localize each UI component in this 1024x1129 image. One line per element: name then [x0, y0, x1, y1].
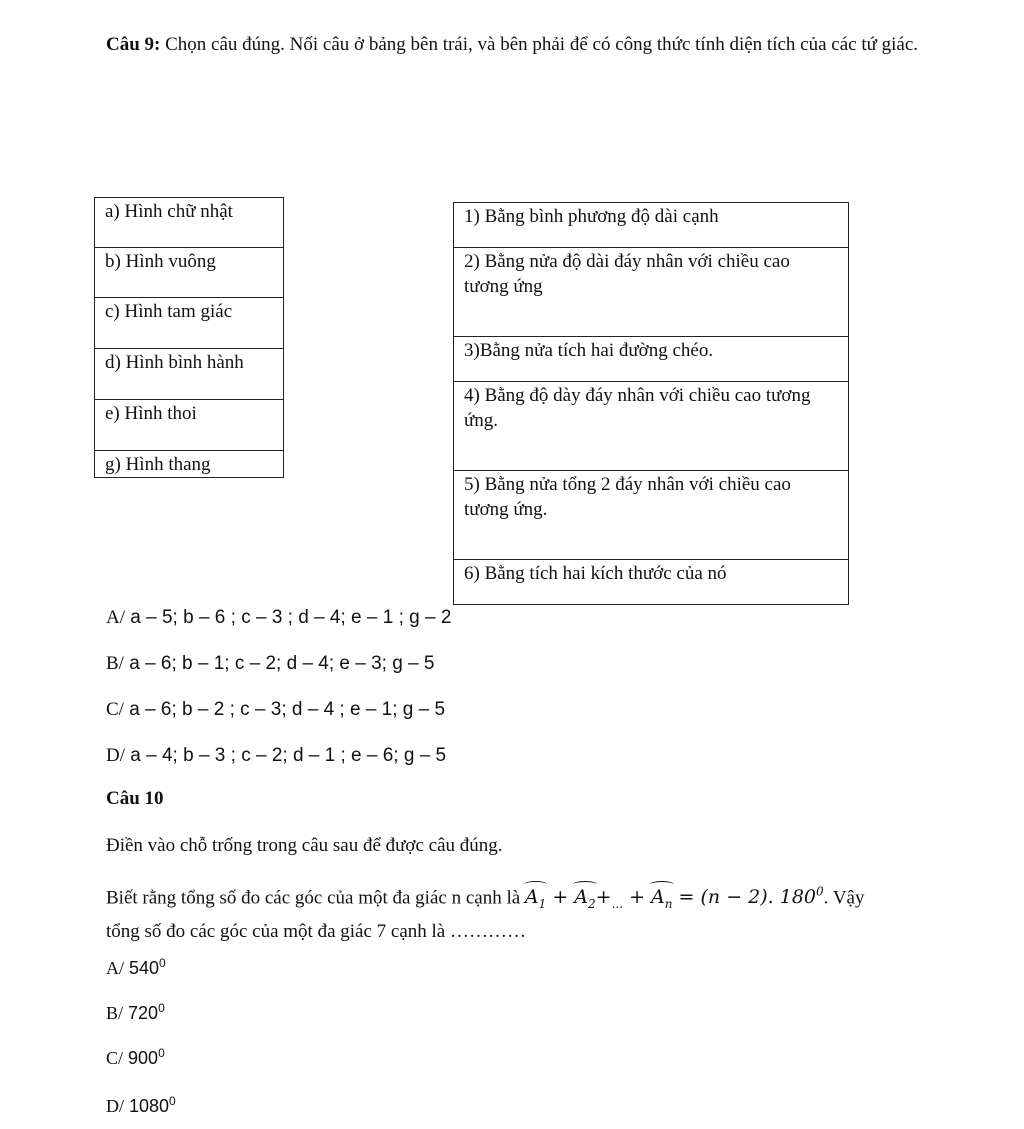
- left-cell-g: g) Hình thang: [95, 451, 284, 478]
- option-value: 900: [123, 1048, 159, 1068]
- option-letter: C/: [106, 699, 124, 720]
- angle-sum-formula: $A_1 + A_2+_{...} + A_n = (n - 2)$. $180^0$: [525, 886, 824, 908]
- option-text: a – 4; b – 3 ; c – 2; d – 1 ; e – 6; g – 5: [125, 745, 447, 766]
- option-letter: B/: [106, 653, 124, 674]
- option-letter: A/: [106, 958, 124, 978]
- q9-option-b[interactable]: [106, 652, 435, 676]
- right-cell-2: 2) Bằng nửa độ dài đáy nhân với chiều cao tương ứng: [454, 248, 849, 337]
- option-text: a – 5; b – 6 ; c – 3 ; d – 4; e – 1 ; g – 2: [125, 607, 452, 628]
- option-text: a – 6; b – 2 ; c – 3; d – 4 ; e – 1; g – 5: [123, 699, 446, 720]
- statement-suffix: . Vậy: [823, 887, 865, 909]
- left-shapes-table: [94, 197, 284, 478]
- q10-option-c[interactable]: C/ $900^0$: [106, 1046, 165, 1068]
- left-cell-b: b) Hình vuông: [95, 248, 284, 298]
- question-9: [106, 30, 926, 60]
- q10-option-a[interactable]: A/ $540^0$: [106, 956, 166, 978]
- left-cell-c: c) Hình tam giác: [95, 298, 284, 349]
- option-letter: C/: [106, 1048, 124, 1068]
- right-cell-5: 5) Bằng nửa tổng 2 đáy nhân với chiều cao tương ứng.: [454, 471, 849, 560]
- question-9-text: Chọn câu đúng. Nối câu ở bảng bên trái, và bên phải để có công thức tính diện tích của các tứ giác.: [160, 34, 919, 55]
- option-value: 540: [124, 958, 160, 978]
- angle-a2: $A_2$: [574, 883, 595, 918]
- right-formulas-table: [453, 202, 849, 605]
- right-cell-3: 3)Bằng nửa tích hai đường chéo.: [454, 337, 849, 382]
- fill-blank[interactable]: …………: [450, 921, 526, 943]
- question-9-label: Câu 9:: [106, 34, 161, 55]
- right-cell-6: 6) Bằng tích hai kích thước của nó: [454, 560, 849, 605]
- q9-option-c[interactable]: [106, 698, 445, 722]
- angle-an: $A_n$: [651, 883, 672, 918]
- q10-option-b[interactable]: B/ $720^0$: [106, 1001, 165, 1023]
- statement-line-2: tổng số đo các góc của một đa giác 7 cạnh là: [106, 921, 450, 943]
- option-letter: D/: [106, 1096, 124, 1116]
- option-value: 1080: [124, 1096, 170, 1116]
- left-cell-e: e) Hình thoi: [95, 400, 284, 451]
- right-cell-4: 4) Bằng độ dày đáy nhân với chiều cao tương ứng.: [454, 382, 849, 471]
- q10-option-d[interactable]: D/ 1080$^0$: [106, 1094, 176, 1116]
- option-letter: B/: [106, 1003, 124, 1023]
- option-value: 720: [123, 1003, 159, 1023]
- option-letter: D/: [106, 745, 125, 766]
- option-text: a – 6; b – 1; c – 2; d – 4; e – 3; g – 5: [123, 653, 435, 674]
- question-10-title: Câu 10: [106, 788, 164, 809]
- left-cell-a: a) Hình chữ nhật: [95, 198, 284, 248]
- q9-option-d[interactable]: [106, 744, 446, 768]
- angle-a1: $A_1$: [525, 883, 546, 918]
- question-10-statement: [106, 878, 946, 946]
- option-letter: A/: [106, 607, 125, 628]
- question-10-instruction: Điền vào chỗ trống trong câu sau để được câu đúng.: [106, 835, 503, 856]
- right-cell-1: 1) Bằng bình phương độ dài cạnh: [454, 203, 849, 248]
- q9-option-a[interactable]: [106, 606, 451, 630]
- statement-prefix: Biết rằng tổng số đo các góc của một đa giác n cạnh là: [106, 887, 525, 909]
- left-cell-d: d) Hình bình hành: [95, 349, 284, 400]
